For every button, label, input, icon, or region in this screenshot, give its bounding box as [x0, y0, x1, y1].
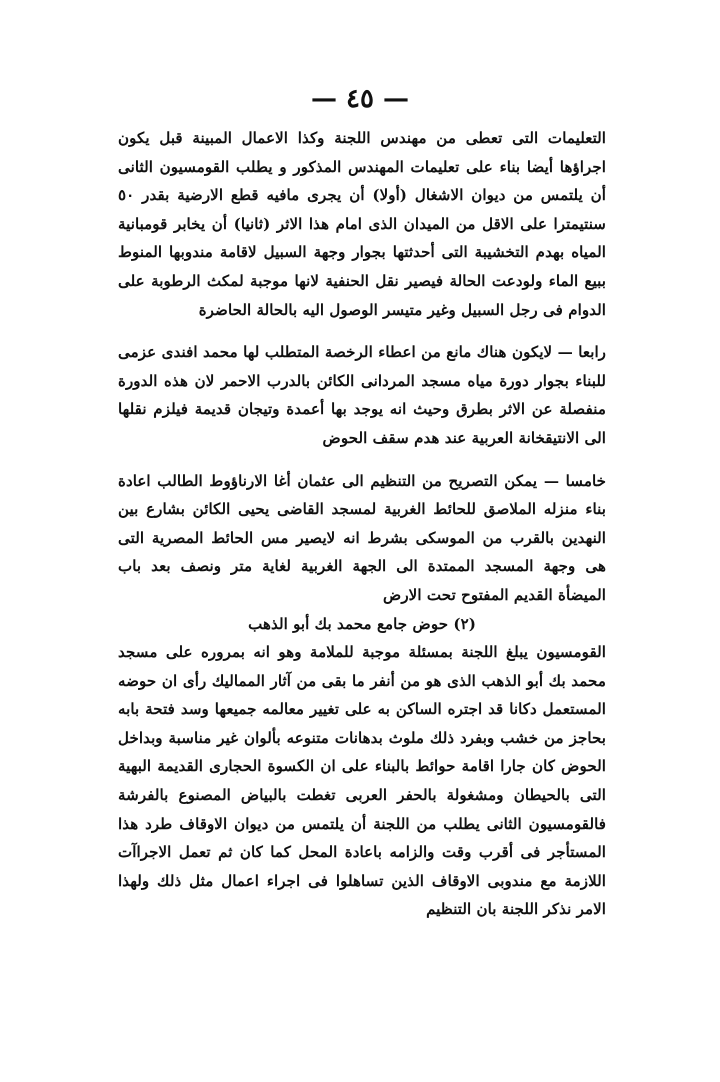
paragraph-instructions: التعليمات التى تعطى من مهندس اللجنة وكذا الاعمال المبينة قبل يكون اجراؤها أيضا بناء على تعليمات المهندس المذكور و يطلب القومسيون الثانى أن يلتمس من ديوان الاشغال (أولا) أن يجرى مافيه قطع الارضية بقدر ٥٠ سنتيمترا على الاقل من الميدان الذى امام هذا الاثر (ثانيا) أن يخابر قومبانية المياه بهدم التخشيبة التى أحدثتها بجوار وجهة السبيل لاقامة مندوبها المنوط ببيع الماء ولودعت الحالة فيصير نقل الحنفية لانها موجبة لمكث الرطوبة على الدوام فى رجل السبيل وغير متيسر الوصول اليه بالحالة الحاضرة	[118, 129, 606, 319]
paragraph-fourth: رابعا — لايكون هناك مانع من اعطاء الرخصة المتطلب لها محمد افندى عزمى للبناء بجوار دورة مياه مسجد المردانى الكائن بالدرب الاحمر لان هذه الدورة منفصلة عن الاثر بطرق وحيث انه يوجد بها أعمدة وتيجان قديمة فيلزم نقلها الى الانتيقخانة العربية عند هدم سقف الحوض	[118, 343, 606, 447]
page-body	[118, 124, 606, 924]
paragraph-abu-dhahab: القومسيون يبلغ اللجنة بمسئلة موجبة للملامة وهو انه بمروره على مسجد محمد بك أبو الذهب الذى هو من أنفر ما بقى من آثار المماليك رأى ان حوضه المستعمل دكانا قد اجتره الساكن به على تغيير معالمه جميعها وسد فتحة بابه بحاجز من خشب وبفرد ذلك ملوث بدهانات متنوعه بألوان غير مناسبة وبداخل الحوض كان جارا اقامة حوائط بالبناء على ان الكسوة الحجارى القديمة البهية التى بالحيطان ومشغولة بالحفر العربى تغطت بالبياض المصنوع بالفرشة فالقومسيون الثانى يطلب من اللجنة أن يلتمس من ديوان الاوقاف طرد هذا المستأجر فى أقرب وقت والزامه باعادة المحل كما كان ثم تعمل الاجراآت اللازمة مع مندوبى الاوقاف الذين تساهلوا فى اجراء اعمال مثل ذلك ولهذا الامر نذكر اللجنة بان التنظيم	[118, 643, 606, 919]
paragraph-fifth: خامسا — يمكن التصريح من التنظيم الى عثمان أغا الارناؤوط الطالب اعادة بناء منزله الملاصق للحائط الغربية لمسجد القاضى يحيى الكائن بشارع بين النهدين بالقرب من الموسكى بشرط انه لايصير مس الحائط المصرية التى هى وجهة المسجد الممتدة الى الجهة الغربية لغاية متر ونصف بعد باب الميضأة القديم المفتوح تحت الارض	[118, 471, 606, 604]
section-heading: (٢) حوض جامع محمد بك أبو الذهب	[248, 614, 476, 633]
paragraph-gap	[118, 324, 606, 338]
paragraph-gap	[118, 453, 606, 467]
page-number: — ٤٥ —	[310, 84, 410, 114]
